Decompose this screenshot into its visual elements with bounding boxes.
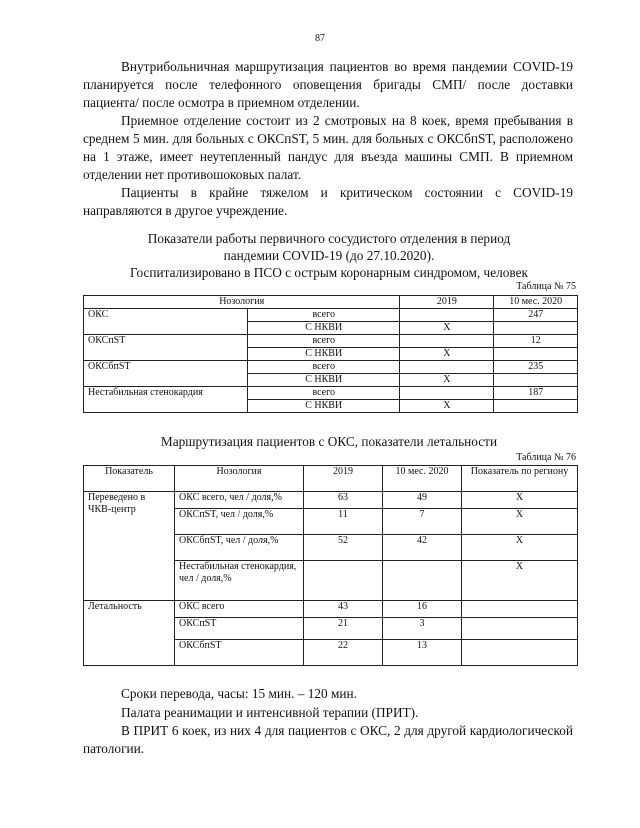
table75-sub-cell: С НКВИ (248, 322, 400, 335)
table75-value-cell (400, 361, 494, 374)
table76-value-cell: 16 (383, 601, 462, 618)
paragraph-icu: Палата реанимации и интенсивной терапии (ПРИТ). (121, 705, 419, 720)
table76-nosology-cell: ОКС всего (175, 601, 304, 618)
table75-label: Таблица № 75 (516, 281, 576, 292)
table76-value-cell: Х (462, 535, 578, 561)
table75-header-nosology: Нозология (84, 296, 400, 309)
table75-caption-line2: пандемии COVID-19 (до 27.10.2020). (223, 248, 435, 263)
page-number: 87 (315, 33, 325, 44)
table76-value-cell: Х (462, 561, 578, 601)
table76-value-cell: 49 (383, 492, 462, 509)
table76-value-cell (462, 640, 578, 666)
table75-value-cell: Х (400, 348, 494, 361)
table75-value-cell: 235 (494, 361, 578, 374)
table76-value-cell: 42 (383, 535, 462, 561)
table75-value-cell: 187 (494, 387, 578, 400)
table76-header-indicator: Показатель (84, 466, 175, 492)
table76-header-2019: 2019 (304, 466, 383, 492)
table76-nosology-cell: ОКСпST (175, 618, 304, 640)
table75-sub-cell: С НКВИ (248, 400, 400, 413)
table76-value-cell: 11 (304, 509, 383, 535)
table75-nosology-cell: Нестабильная стенокардия (84, 387, 248, 413)
table76-value-cell: 22 (304, 640, 383, 666)
table75-value-cell (494, 348, 578, 361)
table75-value-cell (494, 400, 578, 413)
table76-value-cell (462, 618, 578, 640)
table75-sub-cell: всего (248, 335, 400, 348)
table75-sub-cell: всего (248, 361, 400, 374)
table75-value-cell: Х (400, 322, 494, 335)
table76-value-cell: 21 (304, 618, 383, 640)
table75-nosology-cell: ОКСбпST (84, 361, 248, 387)
paragraph-icu-beds: В ПРИТ 6 коек, из них 4 для пациентов с ОКС, 2 для другой кардиологической патологии. (83, 723, 573, 756)
table76-value-cell: Х (462, 509, 578, 535)
table76-nosology-cell: ОКС всего, чел / доля,% (175, 492, 304, 509)
table76-nosology-cell: Нестабильная стенокардия, чел / доля,% (175, 561, 304, 601)
table75-caption-line3: Госпитализировано в ПСО с острым коронарным синдромом, человек (130, 265, 528, 280)
table76-nosology-cell: ОКСбпST (175, 640, 304, 666)
paragraph-transfer-time: Сроки перевода, часы: 15 мин. – 120 мин. (121, 686, 357, 701)
table76-group-pci: Переведено в ЧКВ-центр (84, 492, 175, 601)
table76-group-mortality: Летальность (84, 601, 175, 666)
table75-value-cell: Х (400, 374, 494, 387)
table76-value-cell: Х (462, 492, 578, 509)
table75-sub-cell: всего (248, 387, 400, 400)
table76-value-cell: 3 (383, 618, 462, 640)
table76-nosology-cell: ОКСпST, чел / доля,% (175, 509, 304, 535)
table75-value-cell: Х (400, 400, 494, 413)
table76-header-nosology: Нозология (175, 466, 304, 492)
table75-value-cell (400, 309, 494, 322)
table-76 (83, 465, 578, 666)
table76-value-cell: 52 (304, 535, 383, 561)
paragraph-routing: Внутрибольничная маршрутизация пациентов во время пандемии COVID-19 планируется после телефонного оповещения бригады СМП/ после доставки пациента/ после осмотра в приемном отделении. (83, 59, 573, 110)
table75-value-cell: 12 (494, 335, 578, 348)
table75-sub-cell: всего (248, 309, 400, 322)
table75-header-2019: 2019 (400, 296, 494, 309)
table75-value-cell (494, 374, 578, 387)
table75-value-cell (400, 387, 494, 400)
table76-header-region: Показатель по региону (462, 466, 578, 492)
table76-caption: Маршрутизация пациентов с ОКС, показатели летальности (160, 434, 498, 449)
table-75 (83, 295, 578, 413)
table76-value-cell: 43 (304, 601, 383, 618)
table76-value-cell: 63 (304, 492, 383, 509)
table76-value-cell: 13 (383, 640, 462, 666)
table75-header-2020: 10 мес. 2020 (494, 296, 578, 309)
table76-label: Таблица № 76 (516, 452, 576, 463)
table76-value-cell: 7 (383, 509, 462, 535)
table76-nosology-cell: ОКСбпST, чел / доля,% (175, 535, 304, 561)
table75-sub-cell: С НКВИ (248, 374, 400, 387)
table75-sub-cell: С НКВИ (248, 348, 400, 361)
table75-value-cell (400, 335, 494, 348)
table75-caption-line1: Показатели работы первичного сосудистого отделения в период (147, 231, 511, 246)
paragraph-critical: Пациенты в крайне тяжелом и критическом состоянии с COVID-19 направляются в другое учреждение. (83, 185, 573, 218)
table76-value-cell (462, 601, 578, 618)
table75-value-cell (494, 322, 578, 335)
table75-nosology-cell: ОКС (84, 309, 248, 335)
table76-header-2020: 10 мес. 2020 (383, 466, 462, 492)
table76-value-cell (304, 561, 383, 601)
table75-value-cell: 247 (494, 309, 578, 322)
table76-value-cell (383, 561, 462, 601)
paragraph-reception: Приемное отделение состоит из 2 смотровых на 8 коек, время пребывания в среднем 5 мин. для больных с ОКСпST, 5 мин. для больных с ОКСбпST, расположено на 1 этаже, имеет неутепленный пандус для въезда машины СМП. В приемном отделении нет противошоковых палат. (83, 113, 573, 182)
table75-nosology-cell: ОКСпST (84, 335, 248, 361)
